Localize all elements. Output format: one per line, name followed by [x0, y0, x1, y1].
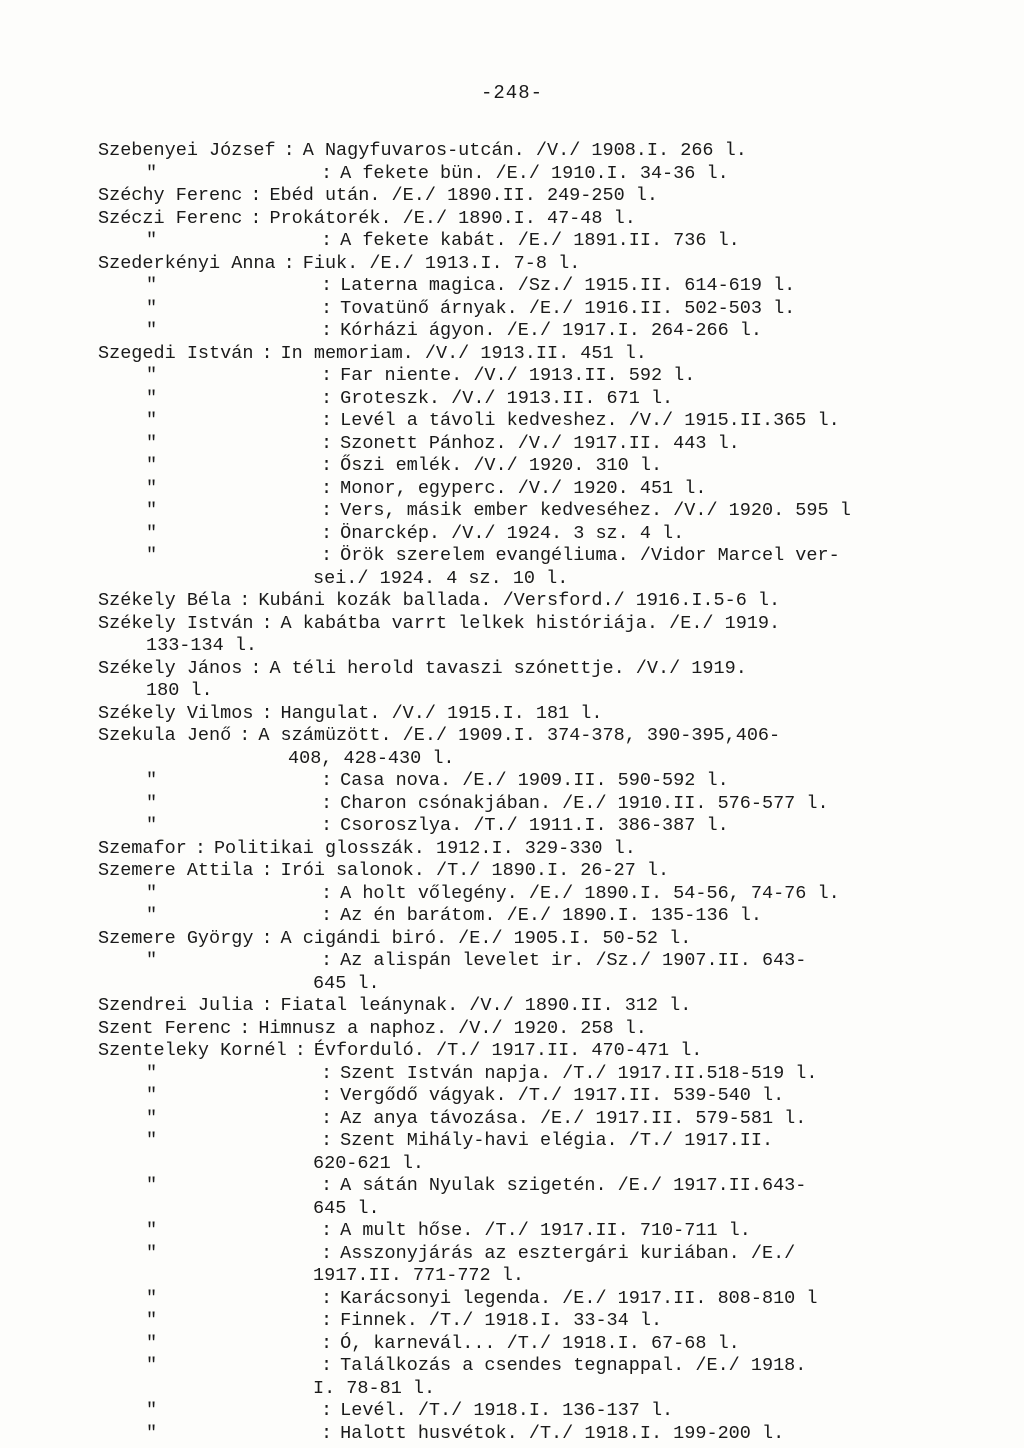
entry-text: Asszonyjárás az esztergári kuriában. /E./ [340, 1242, 796, 1264]
bibliography-entry [98, 770, 998, 793]
author-name: Szemafor [98, 837, 187, 859]
entry-text: Himnusz a naphoz. /V./ 1920. 258 l. [258, 1017, 647, 1039]
colon-separator: : [321, 1175, 333, 1196]
colon-separator: : [250, 657, 262, 679]
colon-separator: : [321, 1355, 333, 1376]
bibliography-entry [98, 703, 998, 726]
bibliography-entry [98, 1085, 998, 1108]
colon-separator: : [194, 837, 206, 859]
colon-separator: : [321, 1220, 333, 1241]
continuation-line [98, 1198, 998, 1221]
author-name: Székely Béla [98, 590, 232, 611]
entry-text: A téli herold tavaszi szónettje. /V./ 1919. [269, 657, 747, 679]
bibliography-entry [98, 230, 998, 253]
bibliography-entry [98, 658, 998, 681]
ditto-mark: " [146, 905, 158, 926]
bibliography-entry [98, 455, 998, 478]
bibliography-entry [98, 500, 998, 523]
author-name: Szent Ferenc [98, 1017, 232, 1039]
entry-text: Fiatal leánynak. /V./ 1890.II. 312 l. [280, 995, 692, 1016]
colon-separator: : [261, 342, 273, 364]
bibliography-entry [98, 613, 998, 636]
entry-text: Örök szerelem evangéliuma. /Vidor Marcel ver- [340, 545, 840, 566]
colon-separator: : [239, 1017, 251, 1039]
entry-text: Hangulat. /V./ 1915.I. 181 l. [280, 702, 603, 724]
colon-separator: : [261, 995, 273, 1016]
colon-separator: : [261, 702, 273, 724]
entry-text: Casa nova. /E./ 1909.II. 590-592 l. [340, 770, 729, 791]
ditto-mark: " [146, 545, 158, 566]
author-name: Székely István [98, 612, 254, 634]
entry-continuation: 180 l. [146, 680, 213, 701]
entry-text: A sátán Nyulak szigetén. /E./ 1917.II.643- [340, 1175, 807, 1196]
colon-separator: : [283, 252, 295, 274]
author-name: Szemere György [98, 927, 254, 949]
ditto-mark: " [146, 522, 158, 544]
entry-continuation: 645 l. [313, 1197, 380, 1219]
bibliography-entry [98, 883, 998, 906]
bibliography-entry [98, 1400, 998, 1423]
colon-separator: : [321, 320, 333, 341]
entry-text: Irói salonok. /T./ 1890.I. 26-27 l. [280, 860, 670, 881]
bibliography-entry [98, 1310, 998, 1333]
bibliography-entry [98, 523, 998, 546]
entry-text: A holt vőlegény. /E./ 1890.I. 54-56, 74-76 l. [340, 882, 840, 904]
entry-text: Halott husvétok. /T./ 1918.I. 199-200 l. [340, 1422, 785, 1444]
colon-separator: : [321, 905, 333, 926]
ditto-mark: " [146, 275, 158, 296]
entry-text: Ebéd után. /E./ 1890.II. 249-250 l. [269, 185, 659, 206]
colon-separator: : [321, 230, 333, 251]
entry-text: Finnek. /T./ 1918.I. 33-34 l. [340, 1310, 663, 1331]
continuation-line [98, 1153, 998, 1176]
bibliography-entry [98, 365, 998, 388]
entry-text: A cigándi biró. /E./ 1905.I. 50-52 l. [280, 927, 692, 949]
bibliography-entry [98, 1220, 998, 1243]
bibliography-entry [98, 1018, 998, 1041]
entry-text: Far niente. /V./ 1913.II. 592 l. [340, 365, 696, 386]
ditto-mark: " [146, 432, 158, 454]
entry-text: Monor, egyperc. /V./ 1920. 451 l. [340, 477, 707, 499]
bibliography-entry [98, 298, 998, 321]
bibliography-entry [98, 1355, 998, 1378]
colon-separator: : [321, 522, 333, 544]
bibliography-entry [98, 410, 998, 433]
colon-separator: : [250, 185, 262, 206]
bibliography-entry [98, 1243, 998, 1266]
colon-separator: : [321, 410, 333, 431]
ditto-mark: " [146, 882, 158, 904]
ditto-mark: " [146, 770, 158, 791]
entry-text: Karácsonyi legenda. /E./ 1917.II. 808-810 l [340, 1287, 818, 1309]
ditto-mark: " [146, 1355, 158, 1376]
colon-separator: : [321, 1242, 333, 1264]
entry-text: Kubáni kozák ballada. /Versford./ 1916.I.5-6 l. [258, 590, 781, 611]
entry-text: Charon csónakjában. /E./ 1910.II. 576-577 l. [340, 792, 829, 814]
bibliography-entry [98, 905, 998, 928]
ditto-mark: " [146, 500, 158, 521]
ditto-mark: " [146, 162, 158, 184]
entry-text: A számüzött. /E./ 1909.I. 374-378, 390-395,406- [258, 725, 781, 746]
continuation-line [98, 973, 998, 996]
ditto-mark: " [146, 410, 158, 431]
colon-separator: : [321, 500, 333, 521]
colon-separator: : [321, 815, 333, 836]
colon-separator: : [321, 477, 333, 499]
colon-separator: : [321, 1130, 333, 1151]
ditto-mark: " [146, 1062, 158, 1084]
author-name: Szederkényi Anna [98, 252, 276, 274]
entry-text: A fekete kabát. /E./ 1891.II. 736 l. [340, 230, 740, 251]
ditto-mark: " [146, 477, 158, 499]
bibliography-list [98, 140, 998, 1445]
author-name: Székely János [98, 657, 243, 679]
entry-text: A fekete bün. /E./ 1910.I. 34-36 l. [340, 162, 729, 184]
bibliography-entry [98, 163, 998, 186]
ditto-mark: " [146, 1310, 158, 1331]
entry-continuation: 645 l. [313, 972, 380, 994]
bibliography-entry [98, 1175, 998, 1198]
colon-separator: : [261, 612, 273, 634]
author-name: Szekula Jenő [98, 725, 232, 746]
colon-separator: : [239, 590, 251, 611]
entry-text: Vergődő vágyak. /T./ 1917.II. 539-540 l. [340, 1085, 785, 1106]
colon-separator: : [321, 387, 333, 409]
colon-separator: : [321, 882, 333, 904]
continuation-line [98, 680, 998, 703]
bibliography-entry [98, 320, 998, 343]
author-name: Székely Vilmos [98, 702, 254, 724]
entry-text: Szent Mihály-havi elégia. /T./ 1917.II. [340, 1130, 774, 1151]
colon-separator: : [321, 770, 333, 791]
colon-separator: : [321, 365, 333, 386]
bibliography-entry [98, 815, 998, 838]
bibliography-entry [98, 1130, 998, 1153]
continuation-line [98, 748, 998, 771]
entry-continuation: 408, 428-430 l. [288, 747, 455, 769]
entry-text: Laterna magica. /Sz./ 1915.II. 614-619 l. [340, 275, 796, 296]
entry-continuation: 133-134 l. [146, 635, 258, 656]
colon-separator: : [321, 1400, 333, 1421]
entry-text: Az anya távozása. /E./ 1917.II. 579-581 l. [340, 1107, 807, 1129]
ditto-mark: " [146, 950, 158, 971]
bibliography-entry [98, 433, 998, 456]
colon-separator: : [321, 1310, 333, 1331]
entry-text: Groteszk. /V./ 1913.II. 671 l. [340, 387, 674, 409]
ditto-mark: " [146, 1422, 158, 1444]
ditto-mark: " [146, 365, 158, 386]
colon-separator: : [261, 927, 273, 949]
bibliography-entry [98, 208, 998, 231]
author-name: Szegedi István [98, 342, 254, 364]
bibliography-entry [98, 140, 998, 163]
entry-text: Szent István napja. /T./ 1917.II.518-519 l. [340, 1062, 818, 1084]
author-name: Szenteleky Kornél [98, 1040, 287, 1061]
entry-text: Kórházi ágyon. /E./ 1917.I. 264-266 l. [340, 320, 762, 341]
colon-separator: : [321, 297, 333, 319]
entry-text: A kabátba varrt lelkek históriája. /E./ 1919. [280, 612, 781, 634]
bibliography-entry [98, 1333, 998, 1356]
colon-separator: : [321, 1085, 333, 1106]
page-number: -248- [480, 82, 543, 104]
entry-text: Fiuk. /E./ 1913.I. 7-8 l. [302, 252, 581, 274]
colon-separator: : [321, 792, 333, 814]
colon-separator: : [250, 207, 262, 229]
ditto-mark: " [146, 1242, 158, 1264]
continuation-line [98, 568, 998, 591]
entry-text: Szonett Pánhoz. /V./ 1917.II. 443 l. [340, 432, 740, 454]
ditto-mark: " [146, 792, 158, 814]
ditto-mark: " [146, 455, 158, 476]
ditto-mark: " [146, 230, 158, 251]
colon-separator: : [321, 545, 333, 566]
entry-text: Prokátorék. /E./ 1890.I. 47-48 l. [269, 207, 636, 229]
ditto-mark: " [146, 1107, 158, 1129]
entry-text: Őszi emlék. /V./ 1920. 310 l. [340, 455, 663, 476]
entry-text: Levél. /T./ 1918.I. 136-137 l. [340, 1400, 674, 1421]
colon-separator: : [321, 162, 333, 184]
ditto-mark: " [146, 1220, 158, 1241]
colon-separator: : [321, 1062, 333, 1084]
entry-text: Találkozás a csendes tegnappal. /E./ 1918. [340, 1355, 807, 1376]
bibliography-entry [98, 793, 998, 816]
author-name: Szebenyei József [98, 140, 276, 161]
ditto-mark: " [146, 1130, 158, 1151]
entry-text: Levél a távoli kedveshez. /V./ 1915.II.365 l. [340, 410, 840, 431]
colon-separator: : [321, 432, 333, 454]
bibliography-entry [98, 1423, 998, 1446]
bibliography-entry [98, 343, 998, 366]
colon-separator: : [321, 1107, 333, 1129]
bibliography-entry [98, 1108, 998, 1131]
entry-text: Csoroszlya. /T./ 1911.I. 386-387 l. [340, 815, 729, 836]
continuation-line [98, 1378, 998, 1401]
continuation-line [98, 635, 998, 658]
ditto-mark: " [146, 387, 158, 409]
bibliography-entry [98, 1040, 998, 1063]
bibliography-entry [98, 185, 998, 208]
bibliography-entry [98, 995, 998, 1018]
entry-continuation: I. 78-81 l. [313, 1377, 436, 1399]
entry-text: Az én barátom. /E./ 1890.I. 135-136 l. [340, 905, 762, 926]
bibliography-entry [98, 950, 998, 973]
ditto-mark: " [146, 815, 158, 836]
bibliography-entry [98, 590, 998, 613]
bibliography-entry [98, 1288, 998, 1311]
author-name: Szendrei Julia [98, 995, 254, 1016]
entry-text: Vers, másik ember kedveséhez. /V./ 1920. 595 l [340, 500, 851, 521]
entry-continuation: sei./ 1924. 4 sz. 10 l. [313, 567, 569, 589]
entry-text: Tovatünő árnyak. /E./ 1916.II. 502-503 l. [340, 297, 796, 319]
entry-text: Önarckép. /V./ 1924. 3 sz. 4 l. [340, 522, 685, 544]
colon-separator: : [321, 1287, 333, 1309]
entry-text: Politikai glosszák. 1912.I. 329-330 l. [213, 837, 636, 859]
ditto-mark: " [146, 1287, 158, 1309]
entry-text: Az alispán levelet ir. /Sz./ 1907.II. 643- [340, 950, 807, 971]
continuation-line [98, 1265, 998, 1288]
colon-separator: : [261, 860, 273, 881]
colon-separator: : [321, 1422, 333, 1444]
entry-text: Ó, karnevál... /T./ 1918.I. 67-68 l. [340, 1332, 740, 1354]
entry-text: A mult hőse. /T./ 1917.II. 710-711 l. [340, 1220, 751, 1241]
ditto-mark: " [146, 1085, 158, 1106]
entry-text: A Nagyfuvaros-utcán. /V./ 1908.I. 266 l. [302, 140, 747, 161]
entry-text: In memoriam. /V./ 1913.II. 451 l. [280, 342, 647, 364]
colon-separator: : [321, 455, 333, 476]
entry-continuation: 1917.II. 771-772 l. [313, 1265, 524, 1286]
colon-separator: : [294, 1040, 306, 1061]
bibliography-entry [98, 388, 998, 411]
author-name: Széczi Ferenc [98, 207, 243, 229]
ditto-mark: " [146, 1332, 158, 1354]
bibliography-entry [98, 725, 998, 748]
colon-separator: : [239, 725, 251, 746]
bibliography-entry [98, 838, 998, 861]
ditto-mark: " [146, 1400, 158, 1421]
ditto-mark: " [146, 1175, 158, 1196]
entry-text: Évforduló. /T./ 1917.II. 470-471 l. [313, 1040, 703, 1061]
ditto-mark: " [146, 320, 158, 341]
author-name: Széchy Ferenc [98, 185, 243, 206]
entry-continuation: 620-621 l. [313, 1152, 425, 1174]
ditto-mark: " [146, 297, 158, 319]
colon-separator: : [321, 1332, 333, 1354]
bibliography-entry [98, 275, 998, 298]
bibliography-entry [98, 545, 998, 568]
colon-separator: : [321, 275, 333, 296]
bibliography-entry [98, 253, 998, 276]
bibliography-entry [98, 860, 998, 883]
bibliography-entry [98, 1063, 998, 1086]
author-name: Szemere Attila [98, 860, 254, 881]
bibliography-entry [98, 928, 998, 951]
colon-separator: : [283, 140, 295, 161]
bibliography-entry [98, 478, 998, 501]
colon-separator: : [321, 950, 333, 971]
